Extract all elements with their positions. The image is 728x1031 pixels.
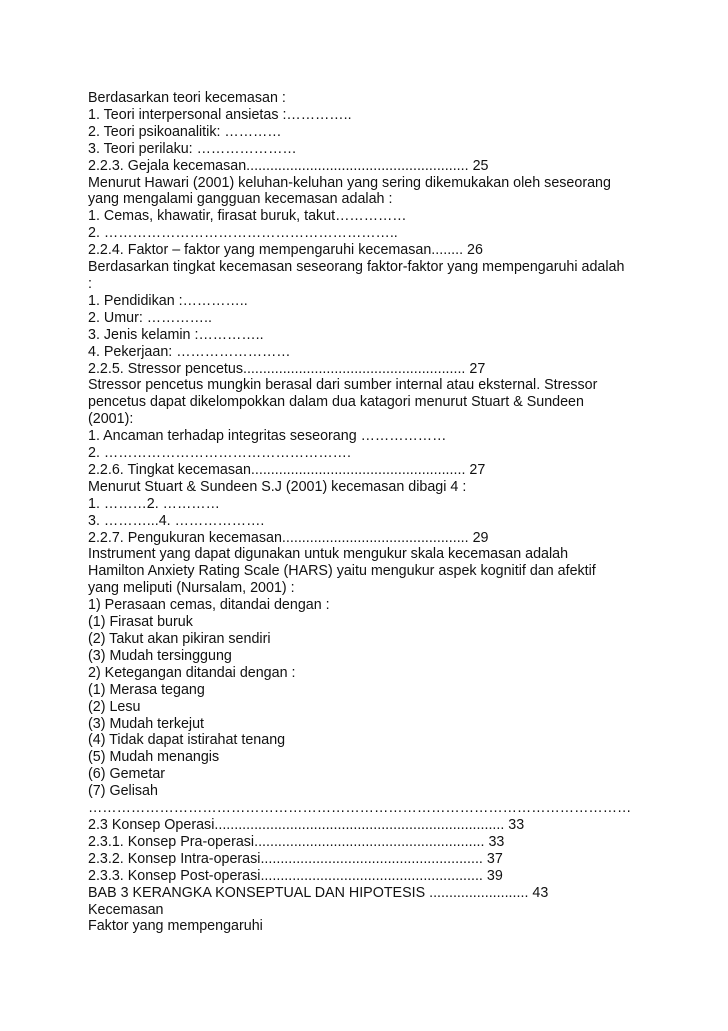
list-item: (1) Merasa tegang <box>88 681 205 698</box>
body-text-line: : <box>88 275 92 292</box>
list-item: 1. Cemas, khawatir, firasat buruk, takut…………… <box>88 208 407 225</box>
body-text-line: Faktor yang mempengaruhi <box>88 918 263 935</box>
body-text-line: Menurut Stuart & Sundeen S.J (2001) kecemasan dibagi 4 : <box>88 478 467 495</box>
list-item: (6) Gemetar <box>88 766 166 783</box>
body-text-line: Berdasarkan teori kecemasan : <box>88 90 286 106</box>
body-text-line: Instrument yang dapat digunakan untuk mengukur skala kecemasan adalah <box>88 546 569 563</box>
list-item: 2. …………………………………………………….. <box>88 225 398 242</box>
list-item: (2) Takut akan pikiran sendiri <box>88 631 271 647</box>
list-item: 3. Jenis kelamin :………….. <box>88 326 264 343</box>
toc-entry: 2.3.3. Konsep Post-operasi........................................................ 39 <box>88 867 503 884</box>
list-item: 2. Umur: ………….. <box>88 309 212 326</box>
ellipsis-separator: …………………………………………………………………………………………………… <box>88 800 632 817</box>
toc-entry: 2.3 Konsep Operasi......................................................................... 33 <box>88 816 525 833</box>
toc-entry: 2.2.6. Tingkat kecemasan...................................................... 27 <box>88 461 486 478</box>
list-item: 2) Ketegangan ditandai dengan : <box>88 664 296 681</box>
list-item: (3) Mudah terkejut <box>88 715 205 732</box>
list-item: 1) Perasaan cemas, ditandai dengan : <box>88 597 330 614</box>
list-item: (5) Mudah menangis <box>88 749 220 766</box>
body-text-line: yang meliputi (Nursalam, 2001) : <box>88 580 295 597</box>
body-text-line: (2001): <box>88 411 134 428</box>
list-item: 1. Teori interpersonal ansietas :………….. <box>88 106 352 123</box>
toc-entry: 2.3.1. Konsep Pra-operasi.......................................................... 33 <box>88 833 505 850</box>
body-text-line: Menurut Hawari (2001) keluhan-keluhan yang sering dikemukakan oleh seseorang <box>88 174 611 191</box>
body-text-line: Hamilton Anxiety Rating Scale (HARS) yaitu mengukur aspek kognitif dan afektif <box>88 563 596 580</box>
list-item: 3. ………...4. ………………. <box>88 512 265 529</box>
list-item: (7) Gelisah <box>88 783 158 800</box>
list-item: (4) Tidak dapat istirahat tenang <box>88 732 286 749</box>
body-text-line: Berdasarkan tingkat kecemasan seseorang faktor-faktor yang mempengaruhi adalah <box>88 259 625 276</box>
list-item: 2. Teori psikoanalitik: ………… <box>88 123 282 140</box>
body-text-line: yang mengalami gangguan kecemasan adalah : <box>88 191 393 208</box>
list-item: (1) Firasat buruk <box>88 614 193 631</box>
list-item: 1. ………2. ………… <box>88 495 220 512</box>
body-text-line: Kecemasan <box>88 901 164 918</box>
list-item: (3) Mudah tersinggung <box>88 647 232 664</box>
list-item: 1. Pendidikan :………….. <box>88 292 248 309</box>
list-item: (2) Lesu <box>88 698 141 715</box>
body-text-line: Stressor pencetus mungkin berasal dari sumber internal atau eksternal. Stressor <box>88 377 598 394</box>
toc-entry: 2.3.2. Konsep Intra-operasi........................................................ 37 <box>88 850 503 867</box>
body-text-line: pencetus dapat dikelompokkan dalam dua katagori menurut Stuart & Sundeen <box>88 394 584 411</box>
list-item: 3. Teori perilaku: ………………… <box>88 140 297 157</box>
list-item: 2. ……………………………………………. <box>88 445 351 462</box>
toc-entry: BAB 3 KERANGKA KONSEPTUAL DAN HIPOTESIS ......................... 43 <box>88 884 549 901</box>
toc-entry: 2.2.3. Gejala kecemasan........................................................ 25 <box>88 157 489 174</box>
toc-entry: 2.2.4. Faktor – faktor yang mempengaruhi kecemasan........ 26 <box>88 242 483 259</box>
list-item: 1. Ancaman terhadap integritas seseorang ……………… <box>88 428 447 445</box>
toc-entry: 2.2.5. Stressor pencetus........................................................ 27 <box>88 360 486 377</box>
toc-entry: 2.2.7. Pengukuran kecemasan............................................... 29 <box>88 529 489 546</box>
document-body <box>88 90 718 935</box>
list-item: 4. Pekerjaan: …………………… <box>88 343 291 360</box>
